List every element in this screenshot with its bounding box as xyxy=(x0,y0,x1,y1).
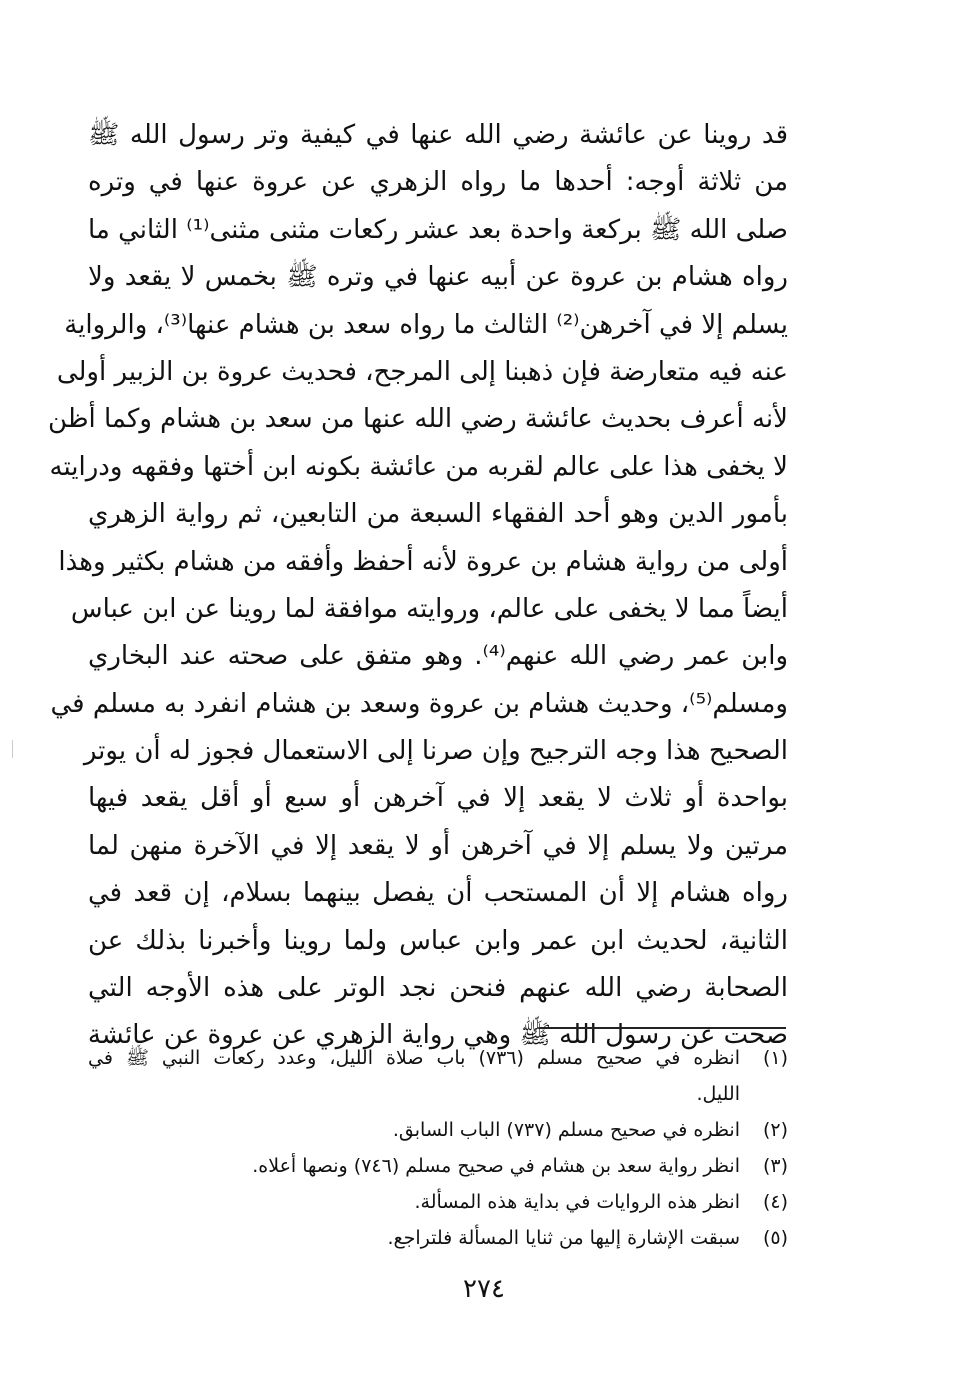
text-line: وابن عمر رضي الله عنهم⁽⁴⁾. وهو متفق على صحته عند البخاري xyxy=(88,641,788,672)
footnote-text-line: سبقت الإشارة إليها من ثنايا المسألة فلتراجع. xyxy=(387,1227,740,1249)
footnote-number: (٤) xyxy=(762,1191,788,1213)
text-line: صحت عن رسول الله ﷺ وهي رواية الزهري عن عروة عن عائشة xyxy=(87,1020,788,1051)
footnote-text-line: انظر رواية سعد بن هشام في صحيح مسلم (٧٤٦) ونصها أعلاه. xyxy=(252,1155,740,1177)
footnote-text xyxy=(88,1184,740,1220)
footnote-number: (٥) xyxy=(762,1227,788,1249)
scan-artifact-mark xyxy=(12,740,13,758)
footnote-number: (١) xyxy=(762,1047,788,1069)
text-line: رواه هشام إلا أن المستحب أن يفصل بينهما بسلام، إن قعد في xyxy=(88,878,788,909)
footnote-number: (٣) xyxy=(762,1155,788,1177)
text-line: بواحدة أو ثلاث لا يقعد إلا في آخرهن أو سبع أو أقل يقعد فيها xyxy=(88,783,788,814)
footnote-text-line: انظره في صحيح مسلم (٧٣٧) الباب السابق. xyxy=(392,1119,740,1141)
footnotes-section xyxy=(88,1040,788,1256)
footnote-divider xyxy=(540,1027,786,1029)
footnote-text xyxy=(88,1148,740,1184)
footnote-2 xyxy=(88,1112,788,1148)
text-line: لا يخفى هذا على عالم لقربه من عائشة بكونه ابن أختها وفقهه ودرايته xyxy=(49,451,788,482)
text-line: صلى الله ﷺ بركعة واحدة بعد عشر ركعات مثنى مثنى⁽¹⁾ الثاني ما xyxy=(88,214,788,245)
text-line: الثانية، لحديث ابن عمر وابن عباس ولما روينا وأخبرنا بذلك عن xyxy=(88,925,788,956)
footnote-text xyxy=(88,1112,740,1148)
text-line: لأنه أعرف بحديث عائشة رضي الله عنها من سعد بن هشام وكما أظن xyxy=(48,404,788,435)
text-line: يسلم إلا في آخرهن⁽²⁾ الثالث ما رواه سعد بن هشام عنها⁽³⁾، والرواية xyxy=(64,309,788,340)
text-line: الصحابة رضي الله عنهم فنحن نجد الوتر على هذه الأوجه التي xyxy=(88,973,788,1004)
text-line: مرتين ولا يسلم إلا في آخرهن أو لا يقعد إلا في الآخرة منهن لما xyxy=(88,830,788,861)
footnote-5 xyxy=(88,1220,788,1256)
footnote-text xyxy=(88,1040,740,1112)
text-line: من ثلاثة أوجه: أحدها ما رواه الزهري عن عروة عنها في وتره xyxy=(88,167,788,198)
text-line: بأمور الدين وهو أحد الفقهاء السبعة من التابعين، ثم رواية الزهري xyxy=(88,499,788,530)
text-line: أولى من رواية هشام بن عروة لأنه أحفظ وأفقه من هشام بكثير وهذا xyxy=(58,546,788,577)
footnote-text-line: انظره في صحيح مسلم (٧٣٦) باب صلاة الليل، وعدد ركعات النبي ﷺ في xyxy=(88,1047,741,1069)
text-line: الصحيح هذا وجه الترجيح وإن صرنا إلى الاستعمال فجوز له أن يوتر xyxy=(83,736,788,767)
footnote-text xyxy=(88,1220,740,1256)
text-line: قد روينا عن عائشة رضي الله عنها في كيفية وتر رسول الله ﷺ xyxy=(88,120,788,150)
text-line: رواه هشام بن عروة عن أبيه عنها في وتره ﷺ بخمس لا يقعد ولا xyxy=(88,262,788,293)
footnote-1 xyxy=(88,1040,788,1112)
footnote-number: (٢) xyxy=(762,1119,788,1141)
footnote-text-line: الليل. xyxy=(696,1083,740,1105)
text-line: أيضاً مما لا يخفى على عالم، وروايته موافقة لما روينا عن ابن عباس xyxy=(70,593,788,624)
page-number: ٢٧٤ xyxy=(463,1274,505,1304)
text-line: عنه فيه متعارضة فإن ذهبنا إلى المرجح، فحديث عروة بن الزبير أولى xyxy=(56,356,788,387)
main-text-block xyxy=(48,112,788,1060)
footnote-4 xyxy=(88,1184,788,1220)
footnote-3 xyxy=(88,1148,788,1184)
text-line: ومسلم⁽⁵⁾، وحديث هشام بن عروة وسعد بن هشام انفرد به مسلم في xyxy=(50,688,788,719)
footnote-text-line: انظر هذه الروايات في بداية هذه المسألة. xyxy=(414,1191,740,1213)
